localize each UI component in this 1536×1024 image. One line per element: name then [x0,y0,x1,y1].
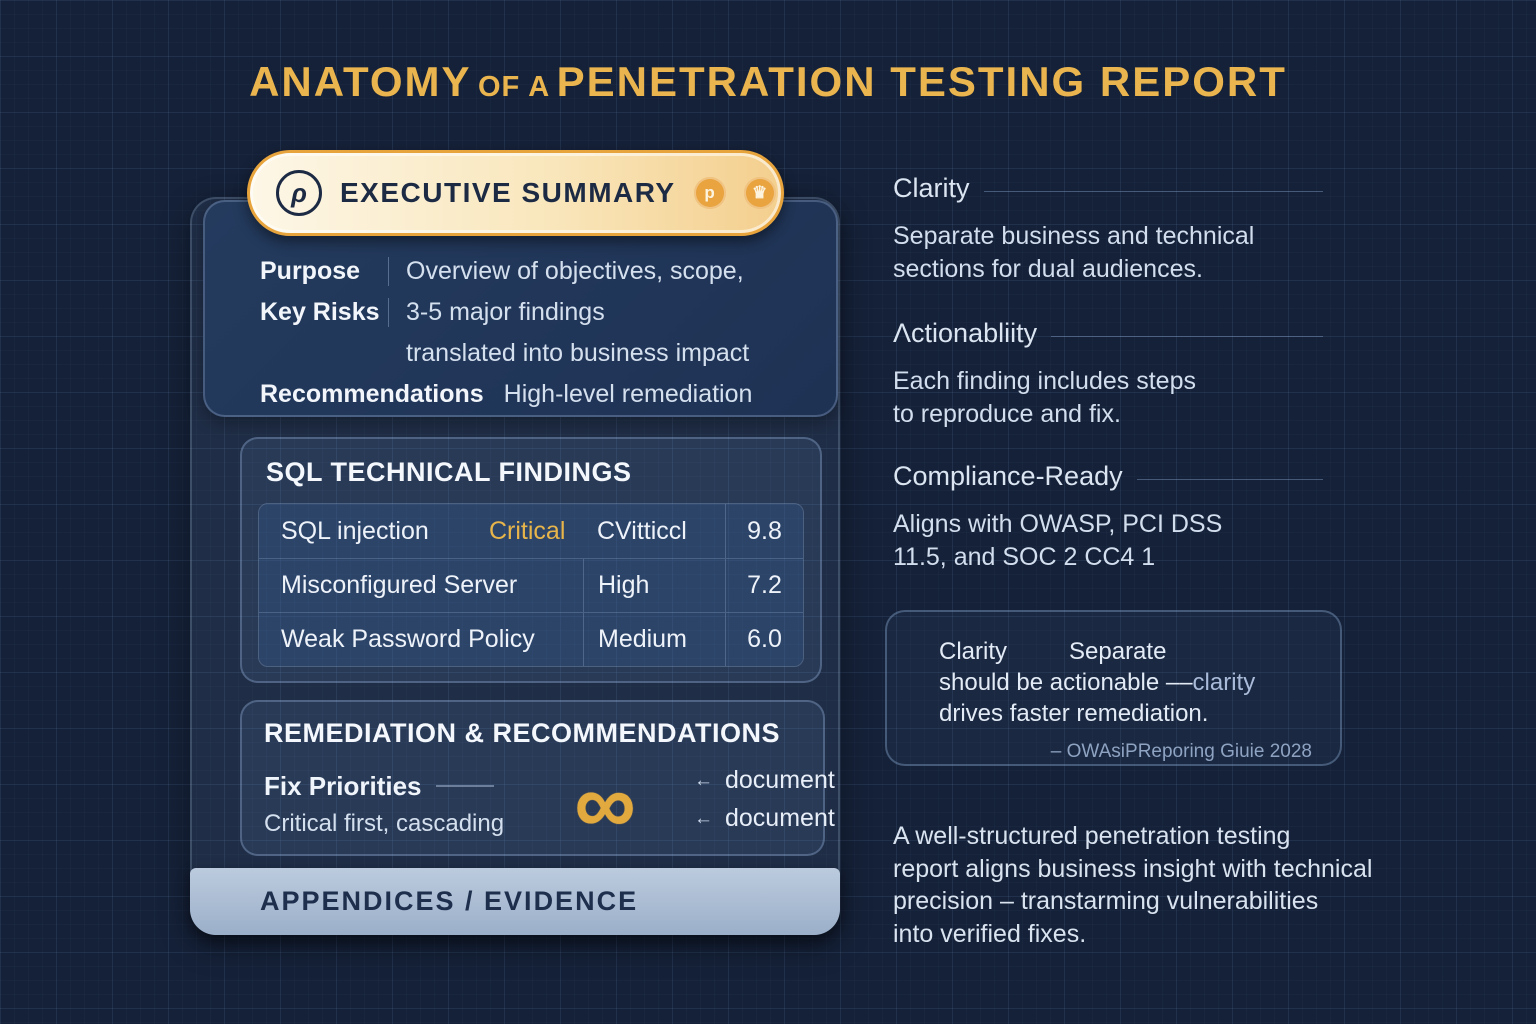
appendices-evidence-band[interactable] [190,868,840,935]
severity-badge: Medium [583,613,725,666]
technical-findings-panel [240,437,822,683]
exec-row-label: Recommendations [260,380,484,408]
fix-priorities-label: Fix Priorities [264,770,422,801]
document-label: document [725,766,835,794]
quote-line: should be actionable ––clarity [939,669,1256,696]
quote-attribution: – OWAsiPReporing Giuie 2028 [1050,741,1312,762]
document-label: document [725,804,835,832]
remediation-body [264,756,835,852]
quote-callout [885,610,1342,766]
exec-row-recommendations [260,378,800,411]
section-text-line: 11.5, and SOC 2 CC4 1 [893,543,1156,571]
cvss-score: 9.8 [725,504,803,558]
remediation-title: REMEDIATION & RECOMMENDATIONS [264,718,780,748]
quote-line: drives faster remediation. [939,700,1209,727]
exec-row-continuation [260,337,800,370]
section-heading: Clarity [893,173,970,203]
finding-name: Weak Password Policy [281,625,535,653]
left-arrow-icon: ← [694,807,713,829]
exec-row-purpose [260,255,800,288]
document-list [678,766,835,842]
quote-line: Separate [1069,638,1167,665]
executive-summary-rows [260,255,800,419]
title-word-rest: PENETRATION TESTING REPORT [556,58,1287,105]
technical-findings-title: SQL TECHNICAL FINDINGS [266,457,632,487]
section-text-line: sections for dual audiences. [893,255,1203,283]
remediation-panel [240,700,835,856]
compliance-section [893,461,1323,574]
exec-row-value: High-level remediation [503,380,753,408]
finding-name: SQL injection [281,516,429,545]
fix-priorities-detail: Critical first, cascading [264,809,505,837]
title-word-anatomy: ANATOMY [249,58,472,105]
exec-row-value: translated into business impact [406,339,750,367]
table-row[interactable] [259,612,803,666]
exec-row-label [260,337,388,370]
appendices-evidence-label: APPENDICES / EVIDENCE [260,886,639,916]
crown-badge-icon: ♛ [744,177,776,209]
exec-row-key-risks [260,296,800,329]
section-text-line: Aligns with OWASP, PCI DSS [893,510,1223,538]
quote-label: Clarity [939,638,1008,665]
finding-name: Misconfigured Server [281,571,518,599]
exec-row-value: 3-5 major findings [406,298,605,326]
finding-name-cell [259,625,583,654]
section-text-line: Each finding includes steps [893,367,1196,395]
divider [1051,336,1323,337]
divider [984,191,1323,192]
left-arrow-icon: ← [694,769,713,791]
closing-line: report aligns business insight with technical [893,854,1373,883]
table-row[interactable] [259,504,803,558]
closing-line: A well-structured penetration testing [893,822,1291,850]
exec-row-label: Purpose [260,257,361,285]
actionability-section [893,318,1323,431]
cvss-score: 7.2 [725,559,803,612]
list-item [694,766,835,795]
list-item [694,804,835,833]
finding-name-cell [259,571,583,600]
section-heading: Compliance-Ready [893,461,1123,491]
finding-extra-cell: CVitticcl [597,516,687,545]
closing-line: into verified fixes. [893,919,1087,948]
severity-badge: High [583,559,725,612]
report-badge-icon: ρ [276,170,322,216]
section-text-line: Separate business and technical [893,222,1255,250]
p-badge-icon: p [694,177,726,209]
findings-table [258,503,804,667]
fix-priorities-block [264,771,532,838]
clarity-section [893,173,1323,286]
divider [1137,479,1323,480]
exec-row-label: Key Risks [260,298,380,326]
table-row[interactable] [259,558,803,612]
exec-row-value: Overview of objectives, scope, [406,257,744,285]
severity-badge: Critical [489,516,566,545]
page-title [0,58,1536,106]
divider [436,785,494,787]
finding-name-cell [259,517,583,546]
infinity-loop-icon: ∞ [574,756,636,852]
executive-summary-header[interactable] [247,150,784,236]
title-word-of-a: OF A [477,71,551,103]
section-heading: Λctionabliity [893,318,1038,348]
closing-paragraph [893,820,1413,950]
closing-line: precision – transtarming vulnerabilities [893,887,1319,915]
section-text-line: to reproduce and fix. [893,400,1121,428]
executive-summary-label: EXECUTIVE SUMMARY [340,177,676,208]
cvss-score: 6.0 [725,613,803,666]
